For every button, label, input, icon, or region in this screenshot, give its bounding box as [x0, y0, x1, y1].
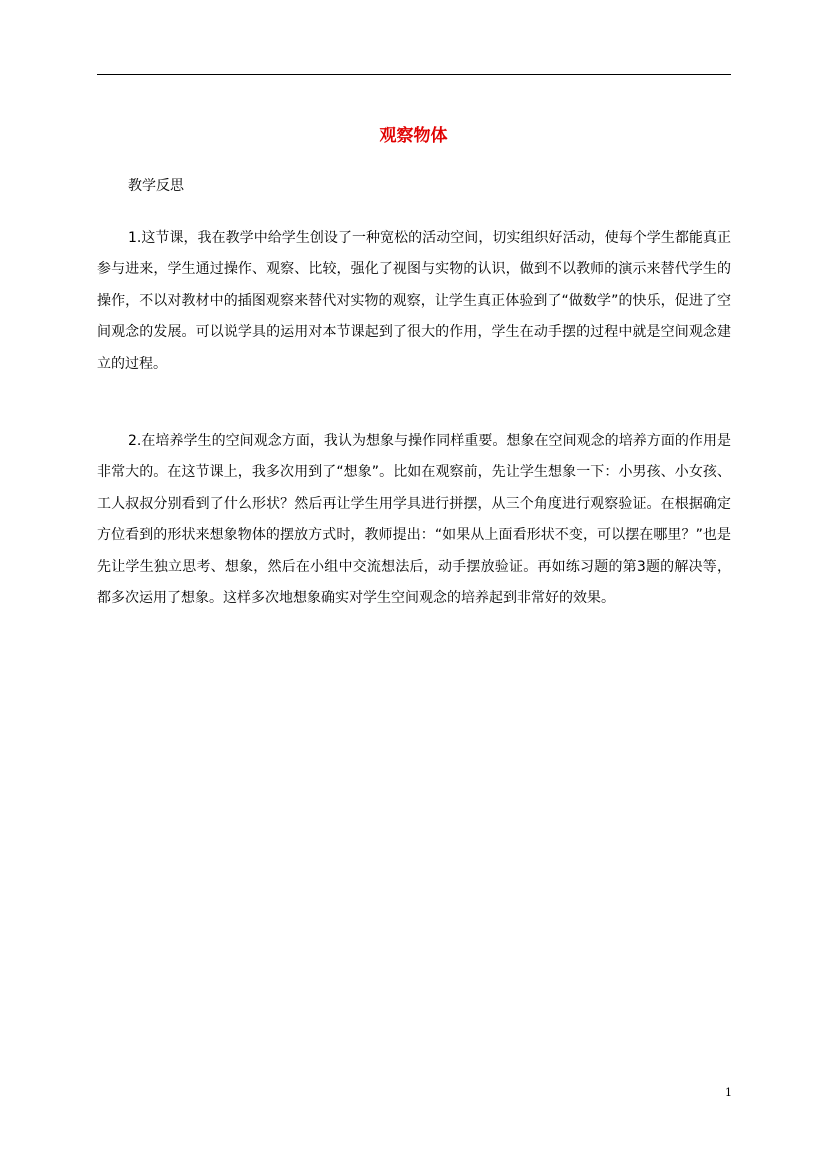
paragraph-2: 2.在培养学生的空间观念方面，我认为想象与操作同样重要。想象在空间观念的培养方面的作用是非常大的。在这节课上，我多次用到了“想象”。比如在观察前，先让学生想象一下：小男孩、小女孩、工人叔叔分别看到了什么形状？然后再让学生用学具进行拼摆，从三个角度进行观察验证。在根据确定方位看到的形状来想象物体的摆放方式时，教师提出：“如果从上面看形状不变，可以摆在哪里？”也是先让学生独立思考、想象，然后在小组中交流想法后，动手摆放验证。再如练习题的第3题的解决等，都多次运用了想象。这样多次地想象确实对学生空间观念的培养起到非常好的效果。	[97, 433, 731, 607]
section-label: 教学反思	[128, 178, 184, 194]
header-rule	[97, 74, 731, 75]
page-number: 1	[725, 1086, 732, 1099]
page-title: 观察物体	[379, 126, 448, 146]
paragraph-1: 1.这节课，我在教学中给学生创设了一种宽松的活动空间，切实组织好活动，使每个学生都能真正参与进来，学生通过操作、观察、比较，强化了视图与实物的认识，做到不以教师的演示来替代学生的操作，不以对教材中的插图观察来替代对实物的观察，让学生真正体验到了“做数学”的快乐，促进了空间观念的发展。可以说学具的运用对本节课起到了很大的作用，学生在动手摆的过程中就是空间观念建立的过程。	[97, 230, 731, 372]
